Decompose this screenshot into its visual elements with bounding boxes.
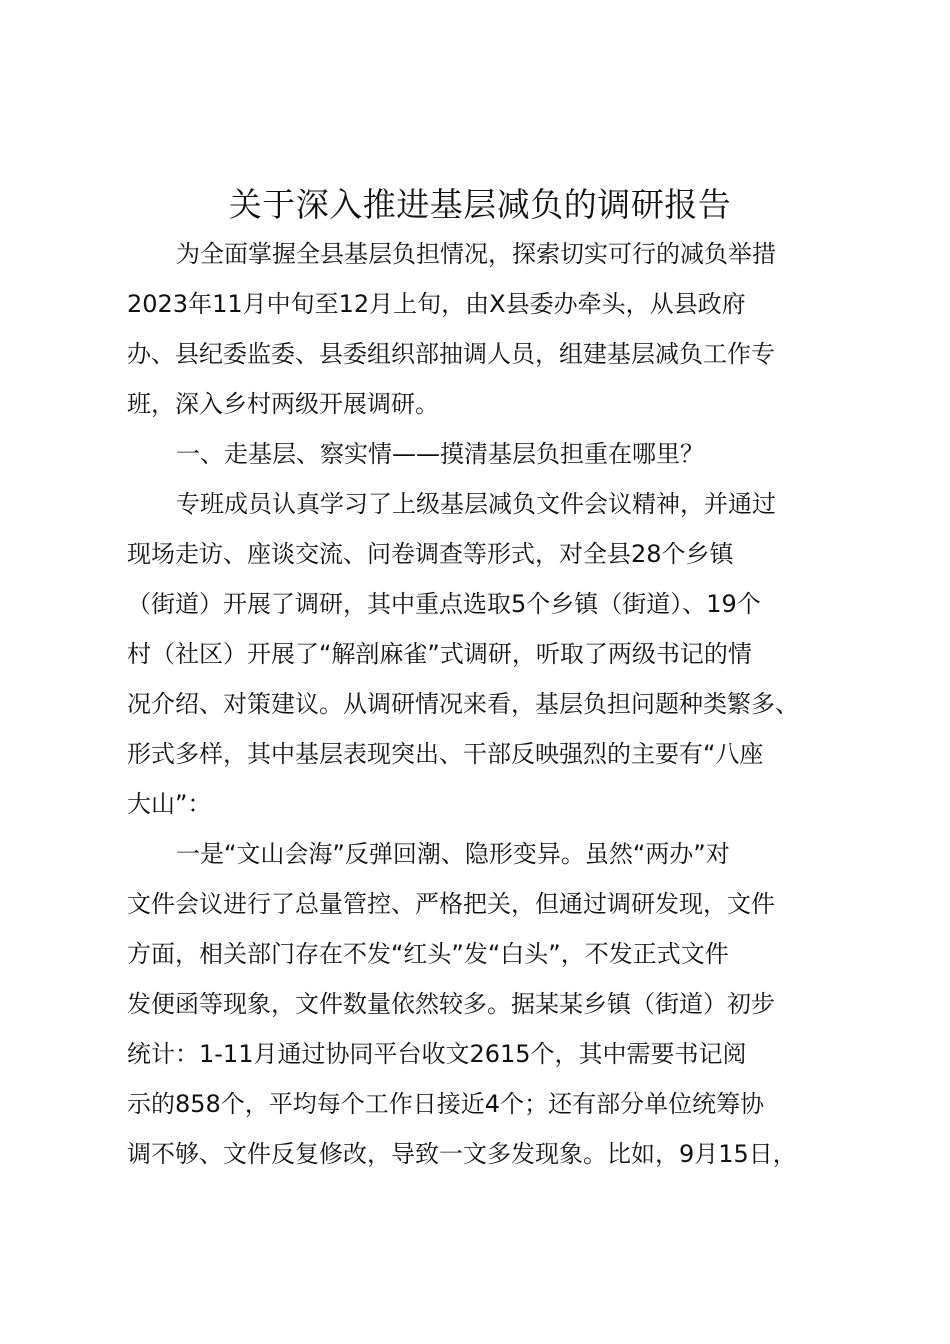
paragraph-line: 文件会议进行了总量管控、严格把关，但通过调研发现，文件 [127, 890, 775, 918]
paragraph-line: 方面，相关部门存在不发“红头”发“白头”，不发正式文件 [127, 940, 729, 968]
paragraph-line: 现场走访、座谈交流、问卷调查等形式，对全县28个乡镇 [127, 540, 734, 568]
paragraph-line: （街道）开展了调研，其中重点选取5个乡镇（街道）、19个 [127, 590, 761, 618]
paragraph-line: 为全面掌握全县基层负担情况，探索切实可行的减负举措 [176, 240, 776, 268]
paragraph-line: 办、县纪委监委、县委组织部抽调人员，组建基层减负工作专 [127, 340, 775, 368]
paragraph-line: 村（社区）开展了“解剖麻雀”式调研，听取了两级书记的情 [127, 640, 752, 668]
paragraph-line: 专班成员认真学习了上级基层减负文件会议精神，并通过 [176, 490, 776, 518]
paragraph-line: 班，深入乡村两级开展调研。 [127, 390, 439, 418]
paragraph-line: 一是“文山会海”反弹回潮、隐形变异。虽然“两办”对 [176, 840, 730, 868]
document-title: 关于深入推进基层减负的调研报告 [228, 185, 732, 224]
paragraph-line: 2023年11月中旬至12月上旬，由X县委办牵头，从县政府 [127, 290, 746, 318]
paragraph-line: 大山”： [127, 790, 212, 818]
paragraph-line: 发便函等现象，文件数量依然较多。据某某乡镇（街道）初步 [127, 990, 775, 1018]
section-heading: 一、走基层、察实情——摸清基层负担重在哪里？ [176, 440, 704, 468]
paragraph-line: 示的858个，平均每个工作日接近4个；还有部分单位统筹协 [127, 1090, 765, 1118]
paragraph-line: 形式多样，其中基层表现突出、干部反映强烈的主要有“八座 [127, 740, 764, 768]
paragraph-line: 况介绍、对策建议。从调研情况来看，基层负担问题种类繁多、 [127, 690, 799, 718]
paragraph-line: 统计：1-11月通过协同平台收文2615个，其中需要书记阅 [127, 1040, 747, 1068]
paragraph-line: 调不够、文件反复修改，导致一文多发现象。比如，9月15日， [127, 1140, 797, 1168]
